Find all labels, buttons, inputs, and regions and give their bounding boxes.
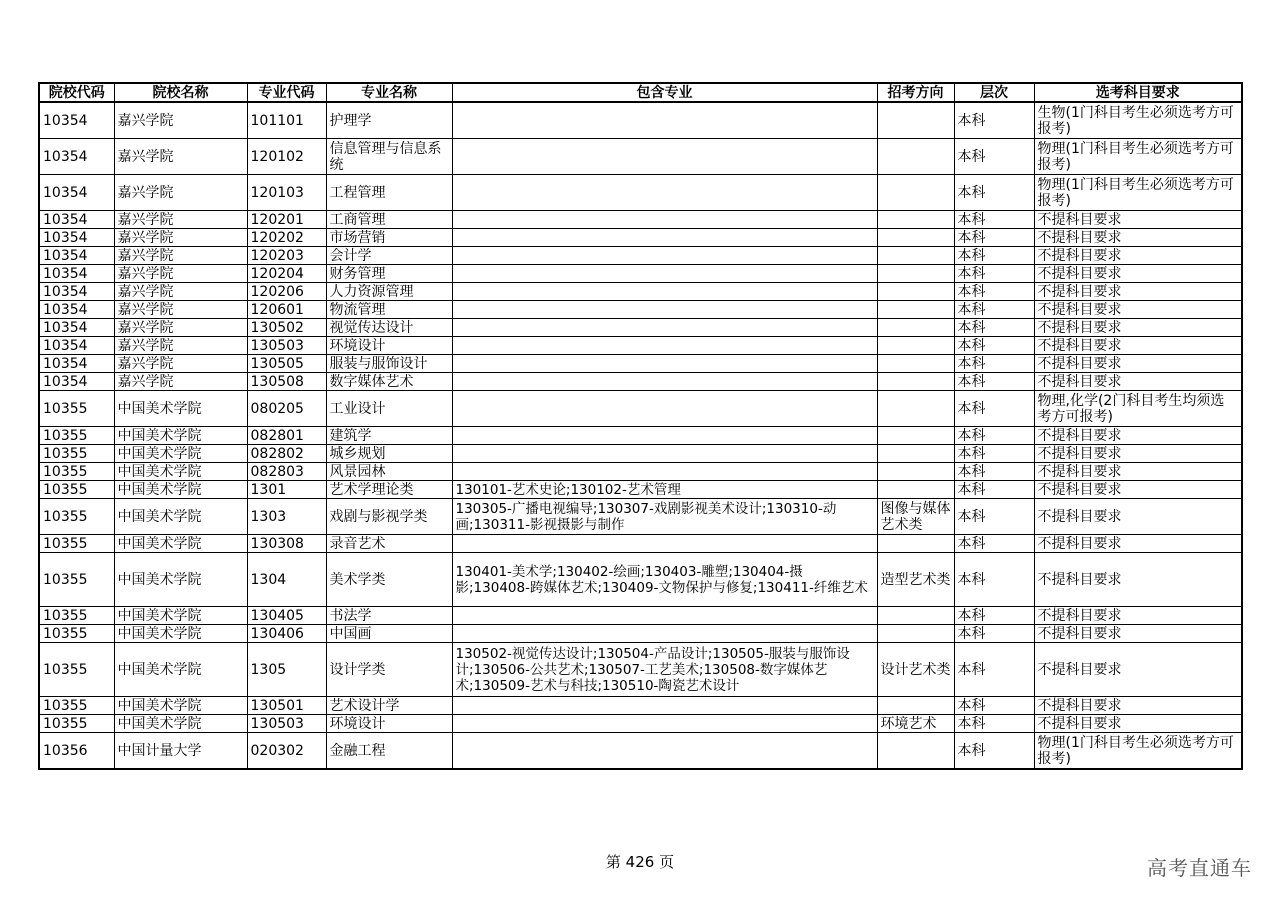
table-row (39, 283, 1242, 301)
cell-level: 本科 (954, 355, 1034, 373)
table-header-row (39, 83, 1242, 102)
cell-requirement: 不提科目要求 (1034, 481, 1242, 499)
cell-school-code: 10355 (39, 499, 114, 535)
cell-level: 本科 (954, 625, 1034, 643)
cell-level: 本科 (954, 391, 1034, 427)
cell-school-code: 10354 (39, 355, 114, 373)
table-row (39, 391, 1242, 427)
cell-included-majors (452, 427, 877, 445)
cell-included-majors (452, 139, 877, 175)
watermark: 高考直通车 (1147, 856, 1252, 880)
cell-direction (877, 265, 954, 283)
cell-direction (877, 337, 954, 355)
cell-major-code: 130501 (247, 697, 326, 715)
cell-requirement: 不提科目要求 (1034, 229, 1242, 247)
cell-major-name: 艺术学理论类 (326, 481, 452, 499)
cell-included-majors: 130401-美术学;130402-绘画;130403-雕塑;130404-摄影;130408-跨媒体艺术;130409-文物保护与修复;130411-纤维艺术 (452, 553, 877, 607)
cell-major-code: 120201 (247, 211, 326, 229)
cell-major-name: 人力资源管理 (326, 283, 452, 301)
table-row (39, 265, 1242, 283)
cell-direction (877, 319, 954, 337)
cell-direction (877, 391, 954, 427)
cell-requirement: 不提科目要求 (1034, 445, 1242, 463)
cell-level: 本科 (954, 102, 1034, 139)
table-row (39, 607, 1242, 625)
cell-requirement: 不提科目要求 (1034, 553, 1242, 607)
cell-school-code: 10354 (39, 229, 114, 247)
cell-requirement: 物理(1门科目考生必须选考方可报考) (1034, 733, 1242, 770)
cell-requirement: 不提科目要求 (1034, 697, 1242, 715)
cell-school-name: 中国美术学院 (114, 391, 247, 427)
cell-included-majors (452, 102, 877, 139)
cell-major-code: 101101 (247, 102, 326, 139)
cell-direction (877, 697, 954, 715)
cell-school-name: 中国美术学院 (114, 481, 247, 499)
cell-major-name: 建筑学 (326, 427, 452, 445)
cell-requirement: 不提科目要求 (1034, 499, 1242, 535)
cell-major-code: 082803 (247, 463, 326, 481)
cell-requirement: 不提科目要求 (1034, 643, 1242, 697)
cell-level: 本科 (954, 139, 1034, 175)
table-row (39, 229, 1242, 247)
table-row (39, 715, 1242, 733)
cell-requirement: 不提科目要求 (1034, 715, 1242, 733)
cell-direction (877, 733, 954, 770)
cell-included-majors (452, 247, 877, 265)
cell-school-name: 嘉兴学院 (114, 139, 247, 175)
cell-level: 本科 (954, 463, 1034, 481)
cell-included-majors (452, 355, 877, 373)
cell-major-code: 130405 (247, 607, 326, 625)
cell-school-code: 10354 (39, 175, 114, 211)
cell-included-majors (452, 535, 877, 553)
cell-school-name: 中国美术学院 (114, 445, 247, 463)
cell-direction (877, 427, 954, 445)
cell-requirement: 不提科目要求 (1034, 265, 1242, 283)
cell-school-name: 嘉兴学院 (114, 265, 247, 283)
cell-school-name: 中国美术学院 (114, 463, 247, 481)
table-row (39, 733, 1242, 770)
cell-school-code: 10354 (39, 102, 114, 139)
cell-major-code: 120203 (247, 247, 326, 265)
cell-major-name: 城乡规划 (326, 445, 452, 463)
cell-included-majors (452, 697, 877, 715)
cell-direction (877, 301, 954, 319)
cell-school-name: 嘉兴学院 (114, 319, 247, 337)
cell-included-majors (452, 463, 877, 481)
cell-major-code: 1305 (247, 643, 326, 697)
cell-school-code: 10354 (39, 265, 114, 283)
cell-major-name: 环境设计 (326, 715, 452, 733)
cell-major-code: 130502 (247, 319, 326, 337)
cell-level: 本科 (954, 499, 1034, 535)
cell-direction (877, 229, 954, 247)
cell-direction: 图像与媒体艺术类 (877, 499, 954, 535)
cell-level: 本科 (954, 301, 1034, 319)
cell-requirement: 不提科目要求 (1034, 211, 1242, 229)
cell-requirement: 不提科目要求 (1034, 301, 1242, 319)
table-row (39, 463, 1242, 481)
cell-level: 本科 (954, 265, 1034, 283)
cell-school-name: 嘉兴学院 (114, 247, 247, 265)
cell-level: 本科 (954, 481, 1034, 499)
cell-major-name: 中国画 (326, 625, 452, 643)
cell-school-name: 嘉兴学院 (114, 337, 247, 355)
cell-level: 本科 (954, 427, 1034, 445)
cell-school-name: 中国美术学院 (114, 535, 247, 553)
cell-school-name: 中国美术学院 (114, 499, 247, 535)
cell-level: 本科 (954, 175, 1034, 211)
cell-included-majors (452, 229, 877, 247)
cell-requirement: 物理(1门科目考生必须选考方可报考) (1034, 139, 1242, 175)
cell-school-code: 10355 (39, 427, 114, 445)
cell-school-name: 中国美术学院 (114, 607, 247, 625)
cell-major-name: 工业设计 (326, 391, 452, 427)
cell-included-majors (452, 445, 877, 463)
table-row (39, 247, 1242, 265)
cell-school-name: 嘉兴学院 (114, 373, 247, 391)
cell-included-majors (452, 319, 877, 337)
table-row (39, 553, 1242, 607)
cell-major-code: 120102 (247, 139, 326, 175)
cell-major-name: 会计学 (326, 247, 452, 265)
cell-school-name: 中国美术学院 (114, 643, 247, 697)
cell-school-code: 10354 (39, 283, 114, 301)
cell-level: 本科 (954, 373, 1034, 391)
header-major-name: 专业名称 (326, 83, 452, 102)
cell-requirement: 物理(1门科目考生必须选考方可报考) (1034, 175, 1242, 211)
cell-school-code: 10355 (39, 535, 114, 553)
cell-major-code: 130508 (247, 373, 326, 391)
cell-school-code: 10355 (39, 697, 114, 715)
table-row (39, 175, 1242, 211)
cell-level: 本科 (954, 247, 1034, 265)
cell-school-name: 中国美术学院 (114, 625, 247, 643)
cell-school-name: 嘉兴学院 (114, 229, 247, 247)
cell-requirement: 不提科目要求 (1034, 355, 1242, 373)
table-row (39, 535, 1242, 553)
cell-included-majors (452, 337, 877, 355)
cell-requirement: 不提科目要求 (1034, 535, 1242, 553)
table-row (39, 625, 1242, 643)
cell-major-code: 1304 (247, 553, 326, 607)
cell-included-majors: 130502-视觉传达设计;130504-产品设计;130505-服装与服饰设计;130506-公共艺术;130507-工艺美术;130508-数字媒体艺术;130509-艺术与科技;130510-陶瓷艺术设计 (452, 643, 877, 697)
cell-school-code: 10354 (39, 139, 114, 175)
header-level: 层次 (954, 83, 1034, 102)
cell-school-name: 嘉兴学院 (114, 211, 247, 229)
cell-school-name: 嘉兴学院 (114, 102, 247, 139)
cell-school-name: 嘉兴学院 (114, 175, 247, 211)
cell-direction (877, 247, 954, 265)
cell-level: 本科 (954, 445, 1034, 463)
cell-major-name: 美术学类 (326, 553, 452, 607)
cell-school-name: 嘉兴学院 (114, 355, 247, 373)
cell-level: 本科 (954, 229, 1034, 247)
cell-major-code: 130505 (247, 355, 326, 373)
cell-school-code: 10354 (39, 373, 114, 391)
cell-requirement: 不提科目要求 (1034, 283, 1242, 301)
cell-requirement: 不提科目要求 (1034, 319, 1242, 337)
cell-school-code: 10355 (39, 625, 114, 643)
table-row (39, 355, 1242, 373)
table-row (39, 499, 1242, 535)
cell-school-code: 10356 (39, 733, 114, 770)
cell-school-code: 10355 (39, 643, 114, 697)
cell-school-code: 10354 (39, 319, 114, 337)
cell-included-majors (452, 283, 877, 301)
cell-included-majors (452, 733, 877, 770)
cell-major-code: 082801 (247, 427, 326, 445)
table-row (39, 643, 1242, 697)
cell-major-code: 1301 (247, 481, 326, 499)
cell-major-code: 082802 (247, 445, 326, 463)
cell-school-code: 10354 (39, 247, 114, 265)
cell-school-code: 10355 (39, 715, 114, 733)
cell-requirement: 不提科目要求 (1034, 247, 1242, 265)
cell-requirement: 不提科目要求 (1034, 463, 1242, 481)
cell-included-majors (452, 607, 877, 625)
cell-included-majors: 130101-艺术史论;130102-艺术管理 (452, 481, 877, 499)
cell-major-name: 物流管理 (326, 301, 452, 319)
table-row (39, 337, 1242, 355)
cell-major-name: 设计学类 (326, 643, 452, 697)
cell-school-code: 10354 (39, 337, 114, 355)
cell-requirement: 物理,化学(2门科目考生均须选考方可报考) (1034, 391, 1242, 427)
cell-major-name: 服装与服饰设计 (326, 355, 452, 373)
table-row (39, 373, 1242, 391)
cell-school-code: 10355 (39, 607, 114, 625)
cell-direction: 设计艺术类 (877, 643, 954, 697)
cell-level: 本科 (954, 715, 1034, 733)
cell-major-code: 120103 (247, 175, 326, 211)
cell-direction (877, 445, 954, 463)
cell-direction (877, 373, 954, 391)
admission-table (38, 82, 1243, 770)
cell-school-code: 10355 (39, 463, 114, 481)
cell-included-majors (452, 175, 877, 211)
cell-direction (877, 481, 954, 499)
cell-level: 本科 (954, 211, 1034, 229)
cell-major-name: 数字媒体艺术 (326, 373, 452, 391)
cell-requirement: 生物(1门科目考生必须选考方可报考) (1034, 102, 1242, 139)
cell-included-majors (452, 373, 877, 391)
cell-level: 本科 (954, 337, 1034, 355)
table-row (39, 139, 1242, 175)
table-row (39, 445, 1242, 463)
cell-direction (877, 102, 954, 139)
cell-major-code: 130503 (247, 715, 326, 733)
header-major-code: 专业代码 (247, 83, 326, 102)
cell-major-code: 120202 (247, 229, 326, 247)
cell-level: 本科 (954, 283, 1034, 301)
cell-direction (877, 355, 954, 373)
cell-school-code: 10354 (39, 211, 114, 229)
cell-included-majors (452, 715, 877, 733)
header-included-majors: 包含专业 (452, 83, 877, 102)
cell-requirement: 不提科目要求 (1034, 427, 1242, 445)
cell-major-code: 020302 (247, 733, 326, 770)
cell-major-name: 工商管理 (326, 211, 452, 229)
cell-included-majors (452, 211, 877, 229)
cell-school-code: 10355 (39, 481, 114, 499)
cell-major-name: 市场营销 (326, 229, 452, 247)
table-row (39, 427, 1242, 445)
table-row (39, 481, 1242, 499)
cell-major-code: 120204 (247, 265, 326, 283)
cell-included-majors (452, 265, 877, 283)
cell-major-name: 信息管理与信息系统 (326, 139, 452, 175)
cell-major-name: 金融工程 (326, 733, 452, 770)
cell-direction: 环境艺术 (877, 715, 954, 733)
cell-direction (877, 607, 954, 625)
header-school-code: 院校代码 (39, 83, 114, 102)
cell-major-name: 护理学 (326, 102, 452, 139)
cell-direction (877, 211, 954, 229)
cell-school-code: 10355 (39, 445, 114, 463)
cell-direction (877, 535, 954, 553)
table-row (39, 697, 1242, 715)
cell-school-name: 中国美术学院 (114, 697, 247, 715)
cell-major-name: 工程管理 (326, 175, 452, 211)
cell-school-name: 中国计量大学 (114, 733, 247, 770)
cell-school-name: 嘉兴学院 (114, 301, 247, 319)
cell-major-code: 130503 (247, 337, 326, 355)
cell-major-name: 艺术设计学 (326, 697, 452, 715)
cell-major-name: 风景园林 (326, 463, 452, 481)
cell-major-code: 1303 (247, 499, 326, 535)
cell-direction (877, 283, 954, 301)
cell-level: 本科 (954, 643, 1034, 697)
cell-level: 本科 (954, 319, 1034, 337)
cell-included-majors: 130305-广播电视编导;130307-戏剧影视美术设计;130310-动画;130311-影视摄影与制作 (452, 499, 877, 535)
table-row (39, 301, 1242, 319)
cell-direction (877, 463, 954, 481)
cell-requirement: 不提科目要求 (1034, 625, 1242, 643)
cell-major-code: 130308 (247, 535, 326, 553)
header-requirement: 选考科目要求 (1034, 83, 1242, 102)
cell-level: 本科 (954, 733, 1034, 770)
cell-school-name: 嘉兴学院 (114, 283, 247, 301)
cell-major-code: 120206 (247, 283, 326, 301)
cell-direction (877, 175, 954, 211)
table-row (39, 319, 1242, 337)
header-direction: 招考方向 (877, 83, 954, 102)
cell-level: 本科 (954, 553, 1034, 607)
cell-included-majors (452, 301, 877, 319)
cell-school-code: 10354 (39, 301, 114, 319)
cell-requirement: 不提科目要求 (1034, 373, 1242, 391)
cell-major-name: 戏剧与影视学类 (326, 499, 452, 535)
cell-major-code: 130406 (247, 625, 326, 643)
cell-level: 本科 (954, 535, 1034, 553)
cell-major-name: 财务管理 (326, 265, 452, 283)
cell-major-name: 书法学 (326, 607, 452, 625)
cell-school-name: 中国美术学院 (114, 715, 247, 733)
cell-requirement: 不提科目要求 (1034, 337, 1242, 355)
cell-school-name: 中国美术学院 (114, 427, 247, 445)
cell-school-name: 中国美术学院 (114, 553, 247, 607)
cell-level: 本科 (954, 697, 1034, 715)
cell-included-majors (452, 625, 877, 643)
table-row (39, 102, 1242, 139)
page-number: 第 426 页 (605, 853, 675, 871)
cell-major-name: 环境设计 (326, 337, 452, 355)
cell-level: 本科 (954, 607, 1034, 625)
cell-major-name: 录音艺术 (326, 535, 452, 553)
cell-major-code: 080205 (247, 391, 326, 427)
cell-school-code: 10355 (39, 391, 114, 427)
cell-major-name: 视觉传达设计 (326, 319, 452, 337)
cell-direction (877, 625, 954, 643)
cell-school-code: 10355 (39, 553, 114, 607)
cell-direction: 造型艺术类 (877, 553, 954, 607)
cell-requirement: 不提科目要求 (1034, 607, 1242, 625)
header-school-name: 院校名称 (114, 83, 247, 102)
table-row (39, 211, 1242, 229)
cell-direction (877, 139, 954, 175)
cell-included-majors (452, 391, 877, 427)
cell-major-code: 120601 (247, 301, 326, 319)
